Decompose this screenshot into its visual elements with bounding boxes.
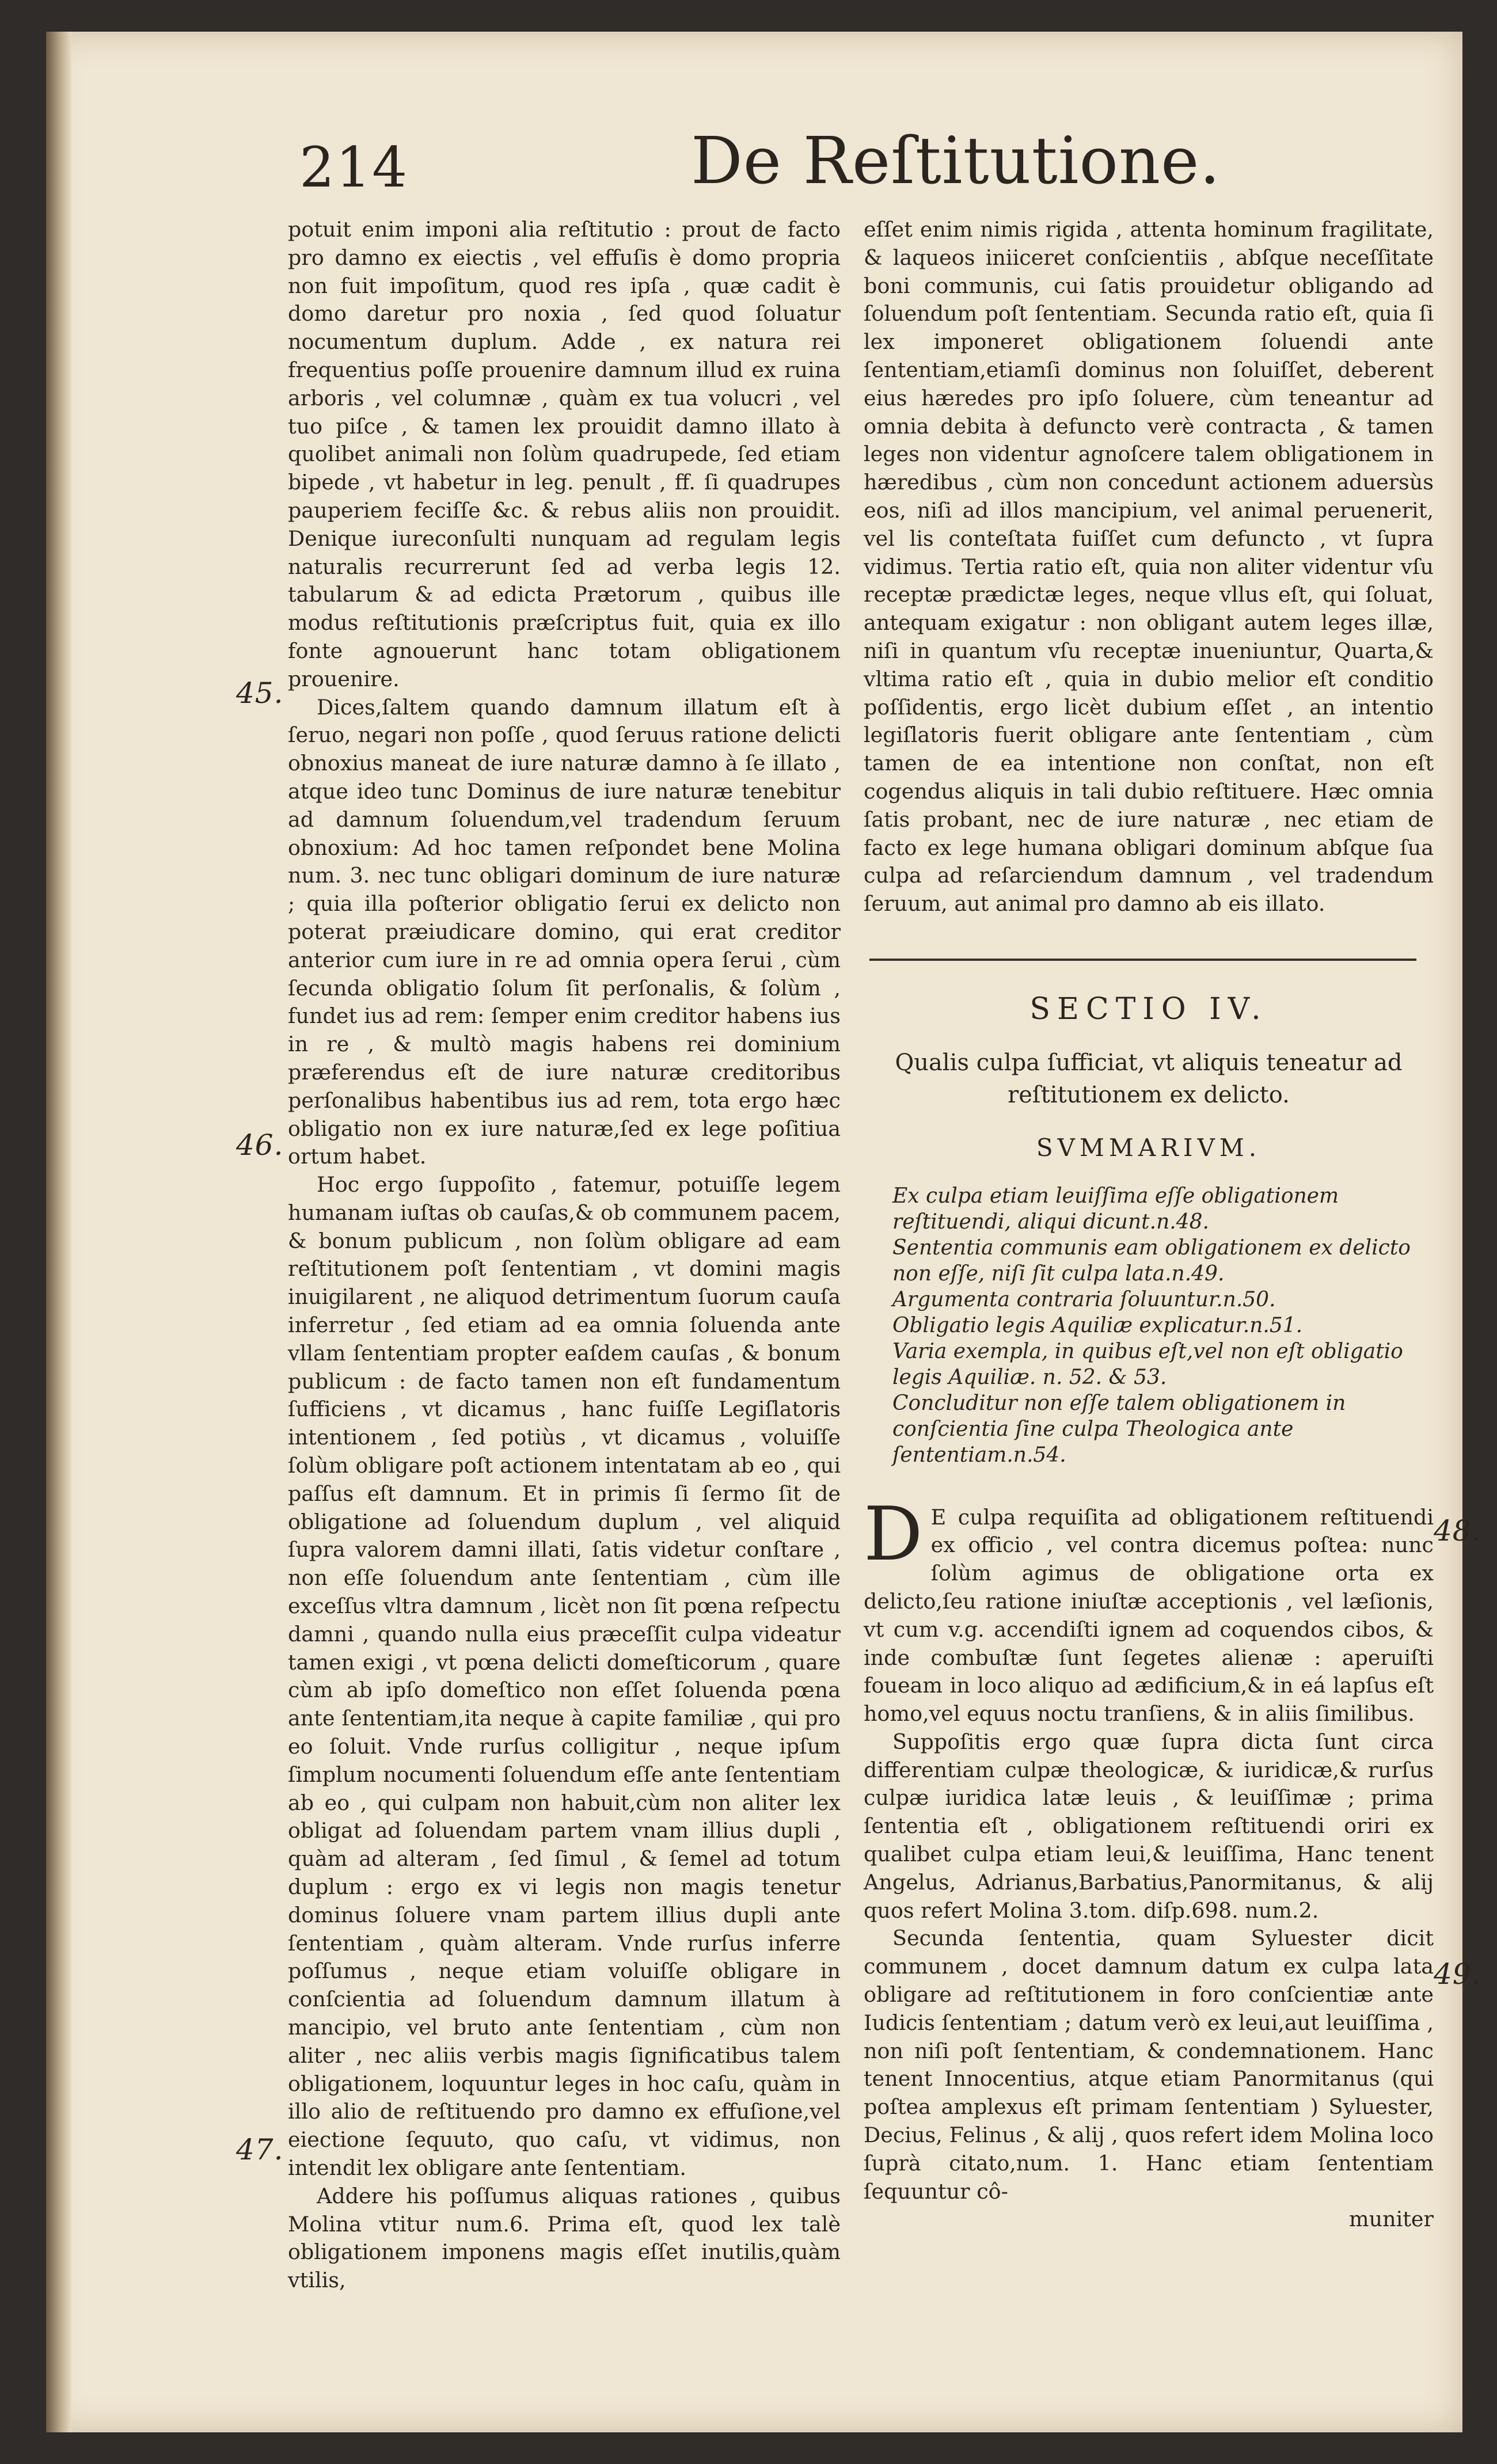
section-question: Qualis culpa ſufficiat, vt aliquis teneatur ad reſtitutionem ex delicto.: [895, 1049, 1403, 1108]
right-paragraph-suppositis: Suppoſitis ergo quæ ſupra dicta ſunt circa differentiam culpæ theologicæ, & iuridicæ,& rurſus culpæ iuridica latæ leuis , & leuiſſimæ ; prima ſententia eſt , obligationem reſtituendi oriri ex qualibet culpa etiam leui,& leuiſſima, Hanc tenent Angelus, Adrianus,Barbatius,Panormitanus, & alij quos refert Molina 3.tom. diſp.698. num.2.: [864, 1729, 1434, 1923]
summary-list: [864, 1183, 1434, 1468]
right-paragraph-49: Secunda ſententia, quam Syluester dicit communem , docet damnum datum ex culpa lata obligare ad reſtitutionem in foro conſcientiæ ante Iudicis ſententiam ; datum verò ex leui,aut leuiſſima , non niſi poſt ſententiam, & condemnationem. Hanc tenent Innocentius, atque etiam Panormitanus (qui poſtea amplexus eſt primam ſententiam ) Syluester, Decius, Felinus , & alij , quos refert idem Molina loco ſuprà citato,num. 1. Hanc etiam ſententiam ſequuntur cô-: [864, 1926, 1434, 2204]
left-column: [288, 216, 841, 2295]
margin-number-45: 45.: [236, 676, 284, 710]
summary-item: Concluditur non eſſe talem obligationem in conſcientia ſine culpa Theologica ante ſententiam.n.54.: [892, 1391, 1346, 1467]
left-paragraph-45: Dices,ſaltem quando damnum illatum eſt à ſeruo, negari non poſſe , quod ſeruus ratione delicti obnoxius maneat de iure naturæ damno à ſe illato , atque ideo tunc Dominus de iure naturæ tenebitur ad damnum ſoluendum,vel tradendum ſeruum obnoxium: Ad hoc tamen reſpondet bene Molina num. 3. nec tunc obligari dominum de iure naturæ ; quia illa poſterior obligatio ſerui ex delicto non poterat præiudicare domino, qui erat creditor anterior cum iure in re ad omnia opera ſerui , cùm ſecunda obligatio ſolum ſit perſonalis, & ſolùm , fundet ius ad rem: ſemper enim creditor habens ius in re , & multò magis habens rei dominium præferendus eſt de iure naturæ creditoribus perſonalibus habentibus ius ad rem, tota ergo hæc obligatio non ex iure naturæ,ſed ex lege poſitiua ortum habet.: [288, 694, 841, 1169]
summary-item: Obligatio legis Aquiliæ explicatur.n.51.: [892, 1313, 1303, 1337]
section-heading: SECTIO IV.: [1029, 991, 1268, 1026]
running-header: [46, 118, 1462, 216]
right-paragraph-48: E culpa requiſita ad obligationem reſtituendi ex officio , vel contra dicemus poſtea: nunc ſolùm agimus de obligatione orta ex delicto,ſeu ratione iniuſtæ acceptionis , vel læſionis, vt cum v.g. accendiſti ignem ad coquendos cibos, & inde combuſtæ ſunt ſegetes alienæ : aperuiſti foueam in loco aliquo ad ædificium,& in eá lapſus eſt homo,vel equus noctu tranſiens, & in aliis ſimilibus.: [864, 1504, 1434, 1727]
catchword: muniter: [1348, 2207, 1434, 2232]
summary-heading: SVMMARIVM.: [1036, 1133, 1262, 1162]
right-paragraph-continued: eſſet enim nimis rigida , attenta hominum fragilitate, & laqueos iniiceret conſcientiis , abſque neceſſitate boni communis, cui ſatis prouidetur obligando ad ſoluendum poſt ſententiam. Secunda ratio eſt, quia ſi lex imponeret obligationem ſoluendi ante ſententiam,etiamſi dominus non ſoluiſſet, deberent eius hæredes pro ipſo ſoluere, cùm teneantur ad omnia debita à defuncto verè contracta , & tamen leges non videntur agnoſcere talem obligationem in hæredibus , cùm non concedunt actionem aduersùs eos, niſi ad illos mancipium, vel animal peruenerit, vel lis conteſtata fuiſſet cum defuncto , vt ſupra vidimus. Tertia ratio eſt, quia non aliter videntur vſu receptæ prædictæ leges, neque vllus eſt, qui ſoluat, antequam exigatur : non obligant autem leges illæ, niſi in quantum vſu receptæ inueniuntur, Quarta,& vltima ratio eſt , quia in dubio melior eſt conditio poſſidentis, ergo licèt dubium eſſet , an intentio legiſlatoris fuerit obligare ante ſententiam , cùm tamen de ea intentione non conſtat, non eſt cogendus aliquis in tali dubio reſtituere. Hæc omnia ſatis probant, nec de iure naturæ , nec etiam de facto ex lege humana obligari dominum abſque ſua culpa ad reſarciendum damnum , vel tradendum ſeruum, aut animal pro damno ab eis illato.: [864, 217, 1434, 917]
binding-shadow: [46, 32, 71, 2432]
margin-number-46: 46.: [236, 1128, 284, 1162]
book-page: [46, 32, 1481, 2432]
left-paragraph-47: Addere his poſſumus aliquas rationes , quibus Molina vtitur num.6. Prima eſt, quod lex talè obligationem imponens magis eſſet inutilis,quàm vtilis,: [288, 2183, 841, 2293]
section-body: [864, 1491, 1434, 2234]
summary-item: Argumenta contraria ſoluuntur.n.50.: [892, 1287, 1276, 1311]
drop-cap: D: [864, 1491, 923, 1577]
left-paragraph-46: Hoc ergo ſuppoſito , fatemur, potuiſſe legem humanam iuſtas ob cauſas,& ob communem pacem, & bonum publicum , non ſolùm obligare ad eam reſtitutionem poſt ſententiam , vt domini magis inuigilarent , ne aliquod detrimentum ſuorum cauſa inferretur , ſed etiam ad ea omnia ſoluenda ante vllam ſententiam propter eaſdem cauſas , & bonum publicum : de facto tamen non eſt fundamentum ſufficiens , vt dicamus , hanc fuiſſe Legiſlatoris intentionem , ſed potiùs , vt dicamus , voluiſſe ſolùm obligare poſt actionem intentatam ab eo , qui paſſus eſt damnum. Et in primis ſi ſermo ſit de obligatione ad ſoluendum duplum , vel aliquid ſupra valorem damni illati, ſatis videtur conſtare , non eſſe ſoluendum ante ſententiam , cùm ille exceſſus vltra damnum , licèt non ſit pœna reſpectu damni , quando nulla eius præceſſit culpa videatur tamen exigi , vt pœna delicti domeſticorum , quare cùm ab ipſo domeſtico non eſſet ſoluenda pœna ante ſententiam,ita neque à capite familiæ , qui pro eo ſoluit. Vnde rurſus colligitur , neque ipſum ſimplum nocumenti ſoluendum eſſe ante ſententiam ab eo , qui culpam non habuit,cùm non aliter lex obligat ad ſoluendam partem vnam illius dupli , quàm ad alteram , ſed ſimul , & ſemel ad totum duplum : ergo ex vi legis non magis tenetur dominus ſoluere vnam partem illius dupli ante ſententiam , quàm alteram. Vnde rurſus inferre poſſumus , neque etiam voluiſſe obligare in conſcientia ad ſoluendum damnum illatum à mancipio, vel bruto ante ſententiam , cùm non aliter , nec aliis verbis magis ſignificatibus talem obligationem, loquuntur leges in hoc caſu, quàm in illo alio de reſtituendo pro damno ex effuſione,vel eiectione ſequuto, quo caſu, vt vidimus, non intendit lex obligare ante ſententiam.: [288, 1172, 841, 2180]
margin-number-49: 49.: [1434, 1957, 1481, 1991]
page-number: 214: [299, 135, 409, 200]
summary-item: Sententia communis eam obligationem ex delicto non eſſe, niſi ſit culpa lata.n.49.: [892, 1235, 1411, 1286]
margin-number-48: 48.: [1434, 1514, 1481, 1547]
summary-item: Ex culpa etiam leuiſſima eſſe obligationem reſtituendi, aliqui dicunt.n.48.: [892, 1184, 1339, 1234]
margin-number-47: 47.: [236, 2133, 284, 2166]
section-divider: [869, 959, 1416, 961]
running-title: De Reſtitutione.: [691, 124, 1221, 199]
left-paragraph-continued: potuit enim imponi alia reſtitutio : prout de facto pro damno ex eiectis , vel effuſis è domo propria non fuit impoſitum, quod res ipſa , quæ cadit è domo daretur pro noxia , ſed quod ſoluatur nocumentum duplum. Adde , ex natura rei frequentius poſſe prouenire damnum illud ex ruina arboris , vel columnæ , quàm ex tua volucri , vel tuo piſce , & tamen lex prouidit damno illato à quolibet animali non ſolùm quadrupede, ſed etiam bipede , vt habetur in leg. penult , ff. ſi quadrupes pauperiem feciſſe &c. & rebus aliis non prouidit. Denique iureconſulti nunquam ad regulam legis naturalis recurrerunt ſed ad verba legis 12. tabularum & ad edicta Prætorum , quibus ille modus reſtitutionis præſcriptus fuit, quia ex illo fonte agnouerunt hanc totam obligationem prouenire.: [288, 217, 841, 691]
summary-item: Varia exempla, in quibus eſt,vel non eſt obligatio legis Aquiliæ. n. 52. & 53.: [892, 1339, 1403, 1389]
right-column: [864, 216, 1434, 2234]
